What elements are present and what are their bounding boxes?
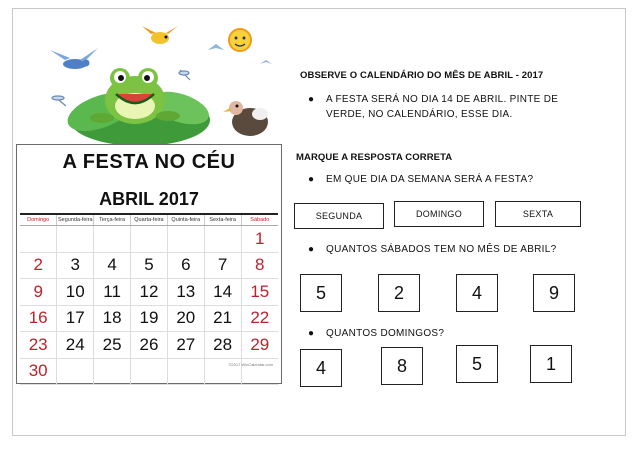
festa-no-ceu-illustration <box>40 20 280 144</box>
calendar-grid <box>20 213 278 385</box>
answer-sundays-option[interactable]: 8 <box>381 347 423 385</box>
sun-icon <box>229 29 251 51</box>
bullet-icon: ● <box>308 94 315 105</box>
calendar-day[interactable]: 24 <box>57 332 94 359</box>
calendar-day[interactable] <box>20 226 57 253</box>
answer-saturdays-option[interactable]: 4 <box>456 274 498 312</box>
calendar-day[interactable]: 17 <box>57 305 94 332</box>
calendar-week <box>20 252 278 279</box>
calendar-day[interactable]: 5 <box>131 252 168 279</box>
calendar-day[interactable]: 25 <box>94 332 131 359</box>
weekday-header: Segunda-feira <box>57 214 94 226</box>
yellow-bird-icon <box>142 26 178 44</box>
calendar-day[interactable]: 12 <box>131 279 168 306</box>
calendar-card <box>16 144 282 384</box>
calendar-day[interactable] <box>57 226 94 253</box>
bullet-icon: ● <box>308 328 315 339</box>
weekday-header: Quarta-feira <box>131 214 168 226</box>
calendar-week <box>20 279 278 306</box>
calendar-day[interactable]: 21 <box>204 305 241 332</box>
calendar-day[interactable] <box>167 358 204 385</box>
calendar-week <box>20 226 278 253</box>
answer-domingo[interactable]: DOMINGO <box>394 201 484 227</box>
answer-sundays-option[interactable]: 5 <box>456 345 498 383</box>
calendar-day[interactable]: 23 <box>20 332 57 359</box>
calendar-day[interactable]: 11 <box>94 279 131 306</box>
observe-heading: OBSERVE O CALENDÁRIO DO MÊS DE ABRIL - 2017 <box>300 70 544 81</box>
question-text: QUANTOS SÁBADOS TEM NO MÊS DE ABRIL? <box>326 244 557 255</box>
calendar-week <box>20 332 278 359</box>
calendar-day[interactable]: 19 <box>131 305 168 332</box>
calendar-day[interactable]: 14 <box>204 279 241 306</box>
calendar-day[interactable] <box>204 226 241 253</box>
question-text: QUANTOS DOMINGOS? <box>326 328 445 339</box>
calendar-day[interactable]: 4 <box>94 252 131 279</box>
answer-sundays-option[interactable]: 4 <box>300 349 342 387</box>
weekday-header: Sábado <box>241 214 278 226</box>
calendar-day[interactable]: 30 <box>20 358 57 385</box>
calendar-day[interactable]: 8 <box>241 252 278 279</box>
calendar-day[interactable]: 26 <box>131 332 168 359</box>
weekday-header: Sexta-feira <box>204 214 241 226</box>
calendar-day[interactable]: 7 <box>204 252 241 279</box>
calendar-title: A FESTA NO CÉU <box>62 151 236 173</box>
instruction-line-1: A FESTA SERÁ NO DIA 14 DE ABRIL. PINTE DE <box>326 94 559 105</box>
bullet-icon: ● <box>308 244 315 255</box>
calendar-day[interactable]: 15 <box>241 279 278 306</box>
answer-saturdays-option[interactable]: 9 <box>533 274 575 312</box>
answer-segunda[interactable]: SEGUNDA <box>294 203 384 229</box>
calendar-day[interactable]: 20 <box>167 305 204 332</box>
bullet-icon: ● <box>308 174 315 185</box>
calendar-footer: ©2017 WinCalendar.com <box>228 362 273 367</box>
calendar-day[interactable] <box>131 226 168 253</box>
calendar-day[interactable]: 1 <box>241 226 278 253</box>
exercise-heading: MARQUE A RESPOSTA CORRETA <box>296 152 453 163</box>
calendar-day[interactable]: 9 <box>20 279 57 306</box>
calendar-day[interactable]: 18 <box>94 305 131 332</box>
calendar-day[interactable] <box>131 358 168 385</box>
answer-saturdays-option[interactable]: 5 <box>300 274 342 312</box>
instruction-line-2: VERDE, NO CALENDÁRIO, ESSE DIA. <box>326 109 513 120</box>
calendar-day[interactable]: 22 <box>241 305 278 332</box>
calendar-month: ABRIL 2017 <box>99 189 199 209</box>
calendar-day[interactable]: 2 <box>20 252 57 279</box>
weekday-header: Terça-feira <box>94 214 131 226</box>
calendar-day[interactable]: 29 <box>241 332 278 359</box>
answer-sundays-option[interactable]: 1 <box>530 345 572 383</box>
weekday-header: Quinta-feira <box>167 214 204 226</box>
calendar-day[interactable] <box>94 226 131 253</box>
calendar-day[interactable]: 13 <box>167 279 204 306</box>
calendar-day[interactable]: 3 <box>57 252 94 279</box>
calendar-week <box>20 305 278 332</box>
question-text: EM QUE DIA DA SEMANA SERÁ A FESTA? <box>326 174 534 185</box>
calendar-day[interactable] <box>94 358 131 385</box>
weekday-header: Domingo <box>20 214 57 226</box>
answer-saturdays-option[interactable]: 2 <box>378 274 420 312</box>
calendar-day[interactable]: 10 <box>57 279 94 306</box>
answer-sexta[interactable]: SEXTA <box>495 201 581 227</box>
calendar-day[interactable] <box>57 358 94 385</box>
calendar-day[interactable]: 6 <box>167 252 204 279</box>
calendar-day[interactable]: 28 <box>204 332 241 359</box>
calendar-day[interactable]: 16 <box>20 305 57 332</box>
calendar-day[interactable]: 27 <box>167 332 204 359</box>
calendar-day[interactable] <box>167 226 204 253</box>
bird-icon <box>50 48 98 69</box>
vulture-icon <box>223 101 268 136</box>
